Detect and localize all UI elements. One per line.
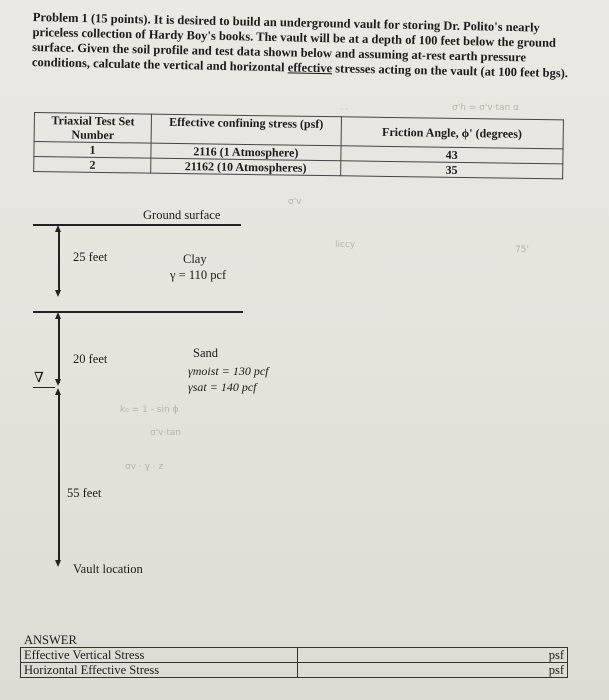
table-cell: 1 [34,142,151,159]
problem-lead: Problem 1 (15 points). [32,10,151,27]
dim-arrow-down [55,379,61,386]
water-table-line [33,387,55,388]
answer-table [20,647,568,678]
answer-horizontal-stress-field[interactable] [298,663,568,678]
handwritten-note: σv · γ · z [125,462,164,472]
sand-sat-unit-weight: γsat = 140 pcf [188,380,257,394]
table-cell: 35 [340,161,563,179]
lower-depth-label: 55 feet [67,486,102,500]
handwritten-note: k₀ = 1 - sin ϕ [120,405,179,415]
clay-unit-weight: γ = 110 pcf [170,268,227,282]
table-cell: 21162 (10 Atmospheres) [151,158,341,176]
sand-moist-unit-weight: γmoist = 130 pcf [188,364,269,378]
answer-unit: psf [548,663,564,677]
problem-statement [32,10,581,81]
ground-surface-label: Ground surface [143,208,221,222]
dim-line-sand-upper [58,317,60,383]
dim-line-clay [58,230,60,292]
answer-title: ANSWER [24,633,77,647]
answer-label: Effective Vertical Stress [21,648,298,663]
handwritten-note: 75' [515,245,529,255]
answer-row [21,663,568,678]
problem-underlined-word: effective [287,60,333,76]
water-table-icon: ∇ [34,371,44,386]
triaxial-test-table [33,112,564,179]
vault-location-label: Vault location [73,562,143,576]
handwritten-formula: σ'h = σ'v·tan α [452,103,520,113]
problem-text-b: stresses acting on the vault (at 100 feet bgs). [331,61,569,81]
clay-sand-boundary [33,311,243,313]
sand-depth-label: 20 feet [73,352,108,366]
answer-label: Horizontal Effective Stress [21,663,298,678]
ground-surface-line [33,224,241,226]
table-cell: 43 [340,146,563,164]
handwritten-dots: · · [340,105,349,115]
answer-row [21,648,568,663]
clay-name: Clay [183,252,207,266]
header-test-set: Triaxial Test Set Number [34,113,152,144]
dim-arrow-down [55,290,61,297]
header-confining-stress: Effective confining stress (psf) [151,114,341,146]
table-cell: 2 [34,157,151,174]
handwritten-note: σ'v·tan [150,428,182,438]
dim-arrow-down [55,560,61,567]
header-friction-angle: Friction Angle, ϕ' (degrees) [341,117,564,149]
answer-vertical-stress-field[interactable] [298,648,568,663]
handwritten-mark: σ'v [288,197,302,207]
answer-unit: psf [548,648,564,662]
problem-text-a: It is desired to build an underground vault for storing Dr. Polito's nearly priceless collection of Hardy Boy's books. The vault will be at a depth of 100 feet below the ground surface. Given the soil profile and test data shown below and assuming at-rest earth pressure conditions, calculate the vertical and horizontal [31,12,557,75]
dim-line-sand-lower [58,393,60,563]
clay-depth-label: 25 feet [73,250,108,264]
sand-name: Sand [193,346,218,360]
table-cell: 2116 (1 Atmosphere) [151,143,341,161]
handwritten-note: liccy [335,240,356,250]
